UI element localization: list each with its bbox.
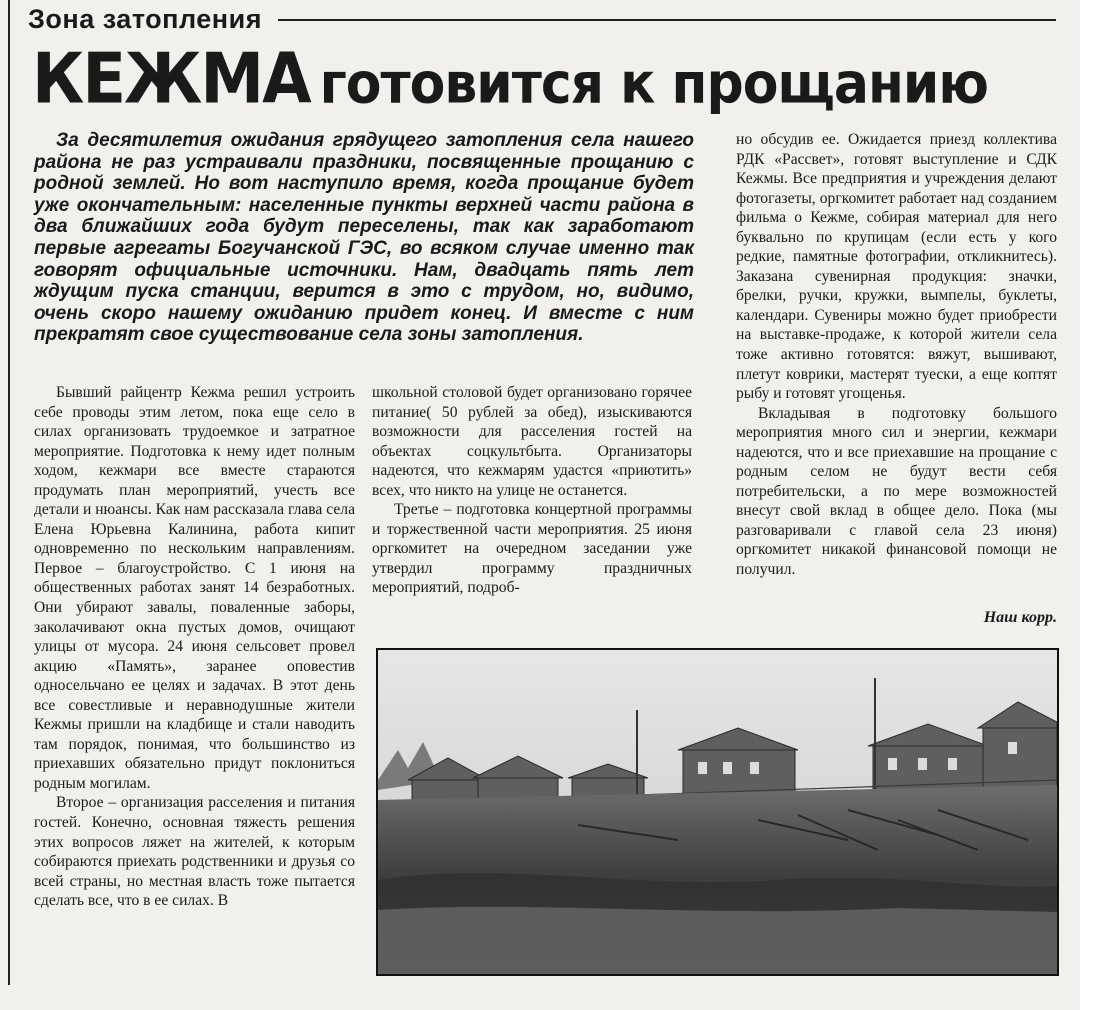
- village-photo: [376, 648, 1059, 976]
- headline-strong: КЕЖМА: [32, 40, 310, 120]
- paragraph: Третье – подготовка концертной программы и торжественной части мероприятия. 25 июня оргкомитет на очередном заседании уже утвердил программу праздничных мероприятий, подроб-: [372, 501, 692, 597]
- article-headline: [32, 40, 988, 120]
- article-lead: За десятилетия ожидания грядущего затопления села нашего района не раз устраивали праздники, посвященные прощанию с родной землей. Но вот наступило время, когда прощание будет уже окончательным: населенные пункты верхней части района в два ближайших года будут переселены, так как заработают первые агрегаты Богучанской ГЭС, во всяком случае именно так говорят официальные источники. Нам, двадцать пять лет ждущим пуска станции, верится в это с трудом, но, видимо, очень скоро нашему ожиданию придет конец. И вместе с ним прекратят свое существование села зоны затопления.: [34, 130, 694, 346]
- text-column-3: [736, 130, 1057, 580]
- paragraph: школьной столовой будет организовано горячее питание( 50 рублей за обед), изыскиваются возможности для расселения гостей на объектах соцкультбыта. Организаторы надеются, что кежмарям удастся «приютить» всех, что никто на улице не останется.: [372, 384, 692, 499]
- paragraph: Вкладывая в подготовку большого мероприятия много сил и энергии, кежмари надеются, что и все приехавшие на прощание с родным селом не будут вести себя потребительски, а по мере возможностей внесут свой вклад в общее дело. Пока (мы разговаривали с главой села 23 июня) оргкомитет никакой финансовой помощи не получил.: [736, 404, 1057, 579]
- author-signature: Наш корр.: [983, 609, 1057, 626]
- paragraph: Второе – организация расселения и питания гостей. Конечно, основная тяжесть решения этих вопросов ляжет на жителей, к которым собираются приехать родственники и друзья со всей страны, но местная власть тоже пытается сделать все, что в ее силах. В: [34, 794, 355, 910]
- headline-rest: готовится к прощанию: [319, 51, 988, 117]
- rubric-divider: [278, 19, 1056, 21]
- section-rubric: Зона затопления: [28, 4, 262, 34]
- village-photo-illustration: [378, 650, 1057, 974]
- text-column-1: [34, 383, 355, 911]
- text-column-2: [372, 383, 692, 598]
- paragraph: но обсудив ее. Ожидается приезд коллектива РДК «Рассвет», готовят выступление и СДК Кежмы. Все предприятия и учреждения делают фотогазеты, оргкомитет работает над созданием фильма о Кежме, собирая материал для него буквально по крупицам (если есть у кого редкие, памятные фотографии, откликнитесь). Заказана сувенирная продукция: значки, брелки, ручки, кружки, вымпелы, буклеты, календари. Сувениры можно будет приобрести на выставке-продаже, к которой жители села тоже активно готовятся: вяжут, вышивают, плетут коврики, мастерят туески, а еще коптят рыбу и готовят угощенья.: [736, 131, 1057, 403]
- column-rule: [8, 0, 10, 985]
- paragraph: Бывший райцентр Кежма решил устроить себе проводы этим летом, пока еще село в силах организовать трудоемкое и затратное мероприятие. Подготовка к нему идет полным ходом, кежмари все вместе стараются продумать план мероприятий, учесть все детали и нюансы. Как нам рассказала глава села Елена Юрьевна Калинина, работа кипит одновременно по нескольким направлениям. Первое – благоустройство. С 1 июня на общественных работах занят 14 безработных. Они убирают завалы, поваленные заборы, заколачивают окна пустых домов, очищают улицы от мусора. 24 июня сельсовет провел акцию «Память», заранее оповестив односельчано ее целях и задачах. В этот день все совестливые и неравнодушные жители Кежмы пришли на кладбище и стали наводить там порядок, понимая, что большинство из приехавших обязательно придут поклониться родным могилам.: [34, 384, 355, 792]
